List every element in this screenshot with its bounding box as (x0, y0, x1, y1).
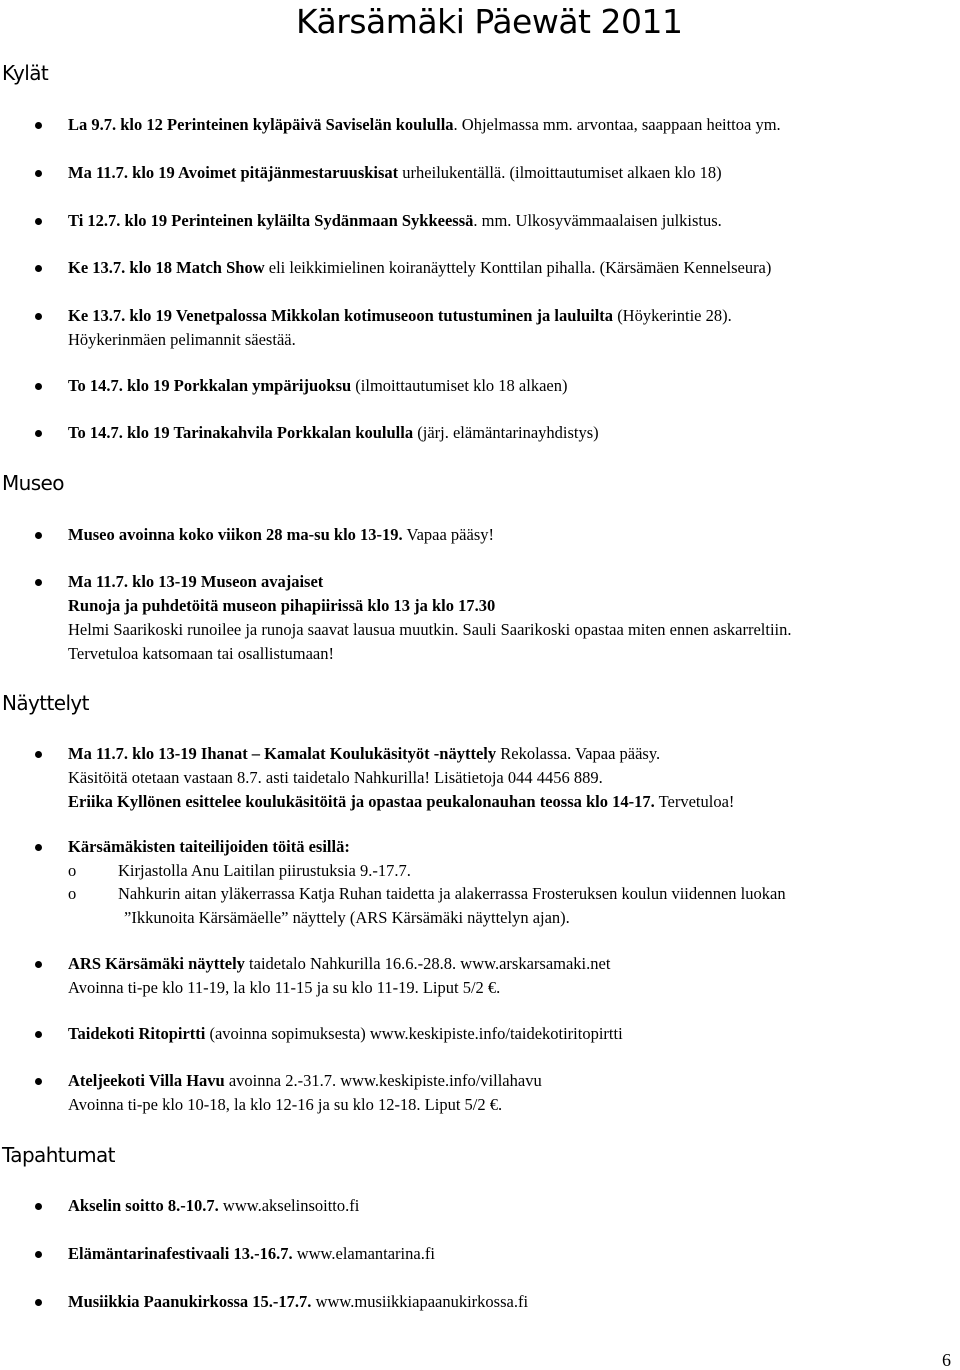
event-title: Ti 12.7. klo 19 Perinteinen kyläilta Sydänmaan Sykkeessä (68, 211, 474, 230)
event-title: Museo avoinna koko viikon 28 ma-su klo 13-19. (68, 525, 403, 544)
event-subtitle: Runoja ja puhdetöitä museon pihapiirissä klo 13 ja klo 17.30 (68, 596, 496, 615)
event-details: Tervetuloa! (654, 792, 735, 811)
list-item (68, 161, 956, 185)
sub-item-text: Kirjastolla Anu Laitilan piirustuksia 9.-17.7. (118, 861, 411, 880)
event-highlight: Eriika Kyllönen esittelee koulukäsitöitä ja opastaa peukalonauhan teossa klo 14-17. (68, 792, 655, 811)
event-title: Kärsämäkisten taiteilijoiden töitä esillä: (68, 837, 350, 856)
page-number: 6 (942, 1350, 951, 1370)
event-title: Ma 11.7. klo 13-19 Ihanat – Kamalat Koulukäsityöt -näyttely (68, 744, 497, 763)
event-details: Helmi Saarikoski runoilee ja runoja saavat lausua muutkin. Sauli Saarikoski opastaa miten ennen askarreltiin. (68, 620, 792, 639)
page-title: Kärsämäki Päewät 2011 (296, 2, 683, 41)
event-details: Käsitöitä otetaan vastaan 8.7. asti taidetalo Nahkurilla! Lisätietoja 044 4456 889. (68, 768, 603, 787)
event-details: Höykerinmäen pelimannit säestää. (68, 330, 296, 349)
event-details: (avoinna sopimuksesta) www.keskipiste.info/taidekotiritopirtti (205, 1024, 623, 1043)
event-title: To 14.7. klo 19 Tarinakahvila Porkkalan koululla (68, 423, 414, 442)
list-item (68, 1022, 956, 1046)
event-details: Avoinna ti-pe klo 11-19, la klo 11-15 ja su klo 11-19. Liput 5/2 €. (68, 978, 501, 997)
list-item (68, 374, 956, 398)
event-details: urheilukentällä. (ilmoittautumiset alkaen klo 18) (398, 163, 722, 182)
sub-item-text: Nahkurin aitan yläkerrassa Katja Ruhan taidetta ja alakerrassa Frosteruksen koulun viidennen luokan (118, 884, 786, 903)
list-item (68, 1242, 956, 1266)
event-title: Ke 13.7. klo 19 Venetpalossa Mikkolan kotimuseoon tutustuminen ja lauluilta (68, 306, 614, 325)
event-title: Ke 13.7. klo 18 Match Show (68, 258, 265, 277)
event-title: Ma 11.7. klo 19 Avoimet pitäjänmestaruuskisat (68, 163, 399, 182)
section-heading-tapahtumat: Tapahtumat (2, 1143, 115, 1167)
list-item (68, 304, 956, 352)
list-item (68, 523, 956, 547)
event-details: Vapaa pääsy! (402, 525, 494, 544)
event-details: avoinna 2.-31.7. www.keskipiste.info/villahavu (224, 1071, 542, 1090)
list-item (68, 1290, 956, 1314)
event-title: La 9.7. klo 12 Perinteinen kyläpäivä Saviselän koululla (68, 115, 454, 134)
event-details: (ilmoittautumiset klo 18 alkaen) (351, 376, 568, 395)
list-item (68, 835, 956, 859)
event-title: To 14.7. klo 19 Porkkalan ympärijuoksu (68, 376, 352, 395)
event-title: Musiikkia Paanukirkossa 15.-17.7. (68, 1292, 312, 1311)
list-item (68, 1194, 956, 1218)
list-item (68, 209, 956, 233)
event-details: . Ohjelmassa mm. arvontaa, saappaan heittoa ym. (453, 115, 781, 134)
event-details: Avoinna ti-pe klo 10-18, la klo 12-16 ja su klo 12-18. Liput 5/2 €. (68, 1095, 503, 1114)
sub-item-text: ”Ikkunoita Kärsämäelle” näyttely (ARS Kärsämäki näyttelyn ajan). (124, 908, 570, 927)
event-title: ARS Kärsämäki näyttely (68, 954, 245, 973)
event-title: Elämäntarinafestivaali 13.-16.7. (68, 1244, 293, 1263)
event-details: Rekolassa. Vapaa pääsy. (496, 744, 661, 763)
event-title: Ateljeekoti Villa Havu (68, 1071, 225, 1090)
event-link: www.elamantarina.fi (292, 1244, 435, 1263)
list-item (68, 421, 956, 445)
list-item (68, 570, 956, 666)
event-link: www.musiikkiapaanukirkossa.fi (311, 1292, 529, 1311)
section-heading-museo: Museo (2, 471, 64, 495)
section-heading-kylat: Kylät (2, 61, 49, 85)
event-title: Ma 11.7. klo 13-19 Museon avajaiset (68, 572, 324, 591)
event-details: eli leikkimielinen koiranäyttely Konttilan pihalla. (Kärsämäen Kennelseura) (264, 258, 772, 277)
event-link: www.akselinsoitto.fi (218, 1196, 360, 1215)
event-details: . mm. Ulkosyvämmaalaisen julkistus. (473, 211, 722, 230)
list-item (68, 1069, 956, 1117)
event-details: (järj. elämäntarinayhdistys) (413, 423, 599, 442)
section-heading-nayttelyt: Näyttelyt (2, 691, 89, 715)
event-details: (Höykerintie 28). (613, 306, 732, 325)
event-details: Tervetuloa katsomaan tai osallistumaan! (68, 644, 334, 663)
list-item (68, 113, 956, 137)
list-item (68, 952, 956, 1000)
circle-bullet-icon: o (68, 884, 77, 903)
list-item (68, 256, 956, 280)
event-title: Akselin soitto 8.-10.7. (68, 1196, 219, 1215)
list-item (68, 742, 956, 814)
event-title: Taidekoti Ritopirtti (68, 1024, 206, 1043)
circle-bullet-icon: o (68, 861, 77, 880)
event-details: taidetalo Nahkurilla 16.6.-28.8. www.arskarsamaki.net (244, 954, 611, 973)
